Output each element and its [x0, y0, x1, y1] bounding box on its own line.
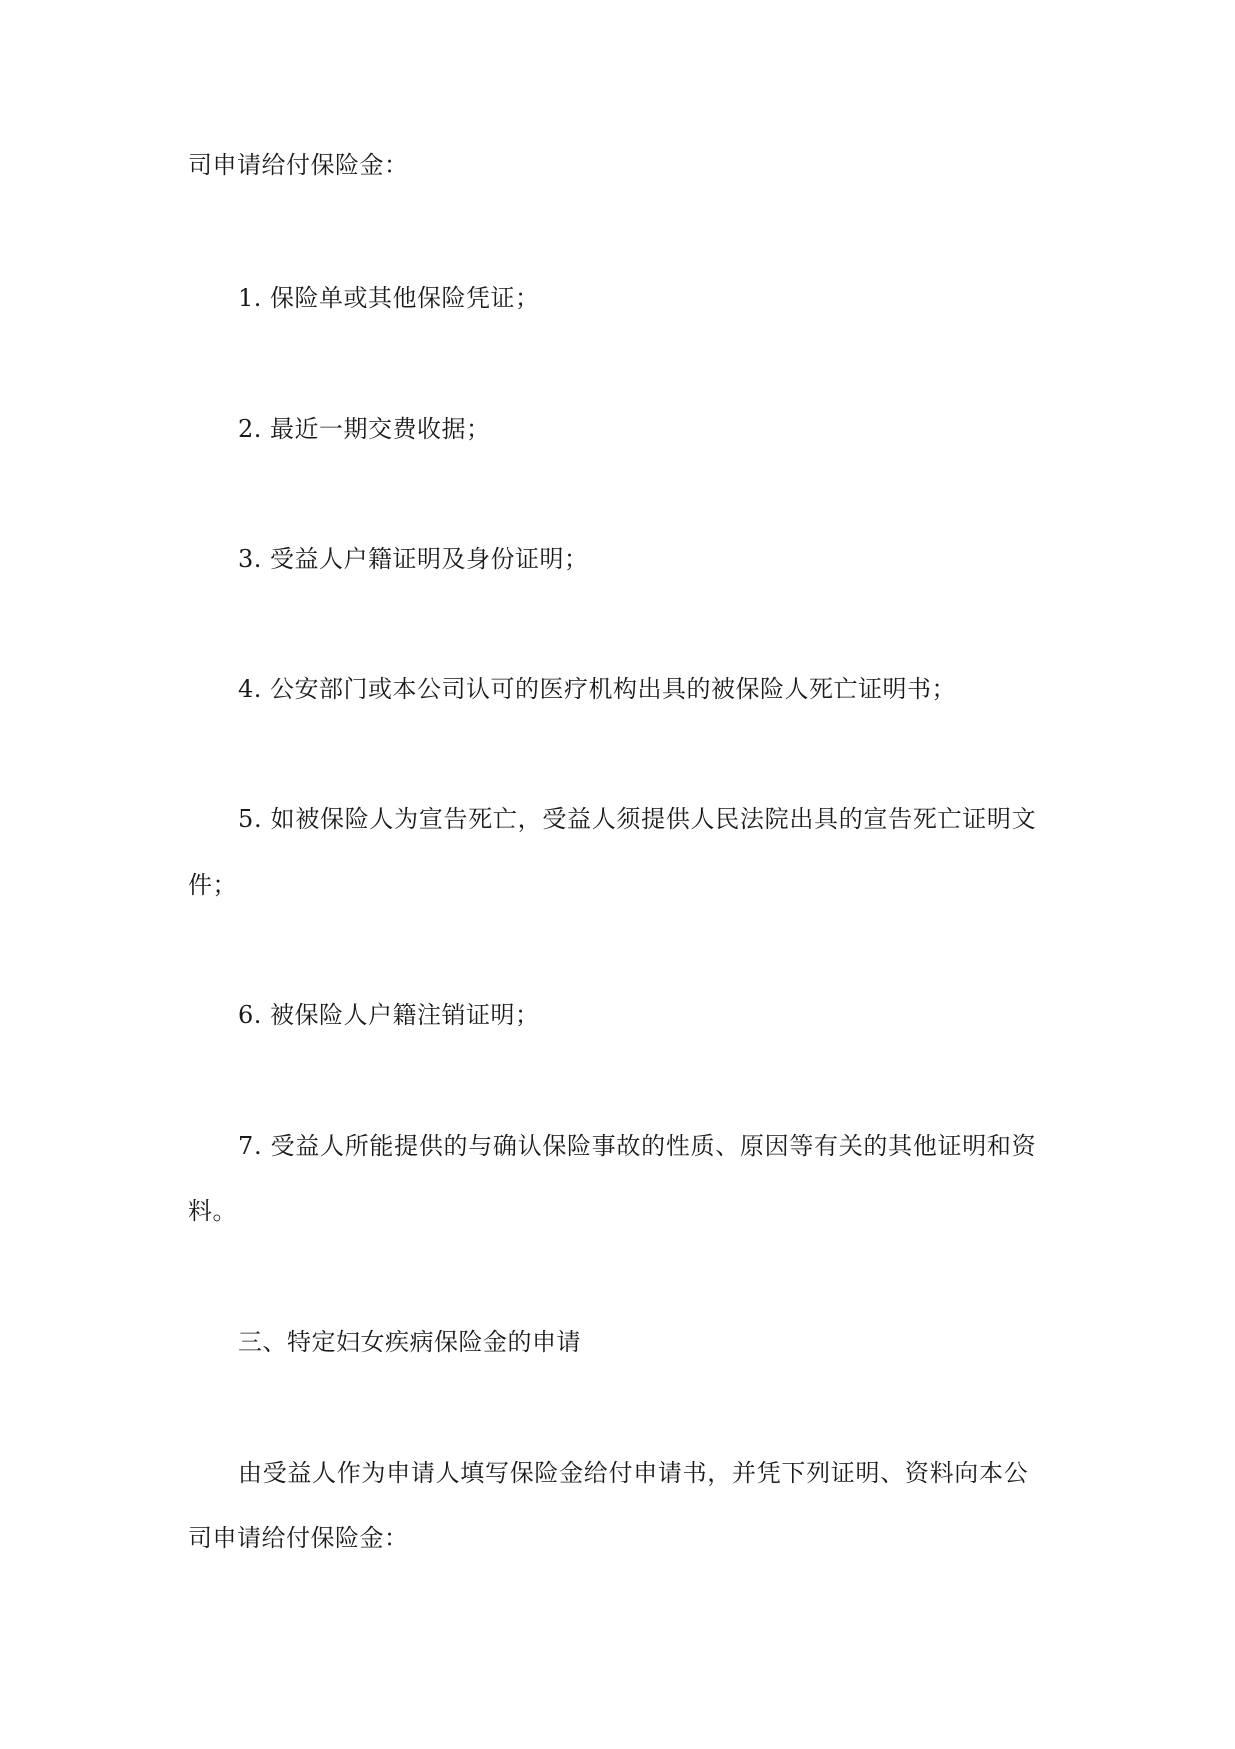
list-item-3: 3. 受益人户籍证明及身份证明；: [238, 545, 589, 573]
list-item-5-continuation: 件；: [188, 871, 237, 899]
paragraph-continuation: 司申请给付保险金：: [188, 151, 409, 179]
list-item-6: 6. 被保险人户籍注销证明；: [238, 1001, 540, 1029]
list-item-7: 7. 受益人所能提供的与确认保险事故的性质、原因等有关的其他证明和资: [238, 1132, 1037, 1160]
list-item-4: 4. 公安部门或本公司认可的医疗机构出具的被保险人死亡证明书；: [238, 675, 957, 703]
paragraph: 由受益人作为申请人填写保险金给付申请书，并凭下列证明、资料向本公: [238, 1459, 1029, 1487]
list-item-2: 2. 最近一期交费收据；: [238, 415, 491, 443]
list-item-7-continuation: 料。: [188, 1197, 237, 1225]
list-item-5: 5. 如被保险人为宣告死亡，受益人须提供人民法院出具的宣告死亡证明文: [238, 805, 1037, 833]
section-heading: 三、特定妇女疾病保险金的申请: [238, 1328, 581, 1356]
paragraph-continuation: 司申请给付保险金：: [188, 1524, 409, 1552]
list-item-1: 1. 保险单或其他保险凭证；: [238, 284, 540, 312]
